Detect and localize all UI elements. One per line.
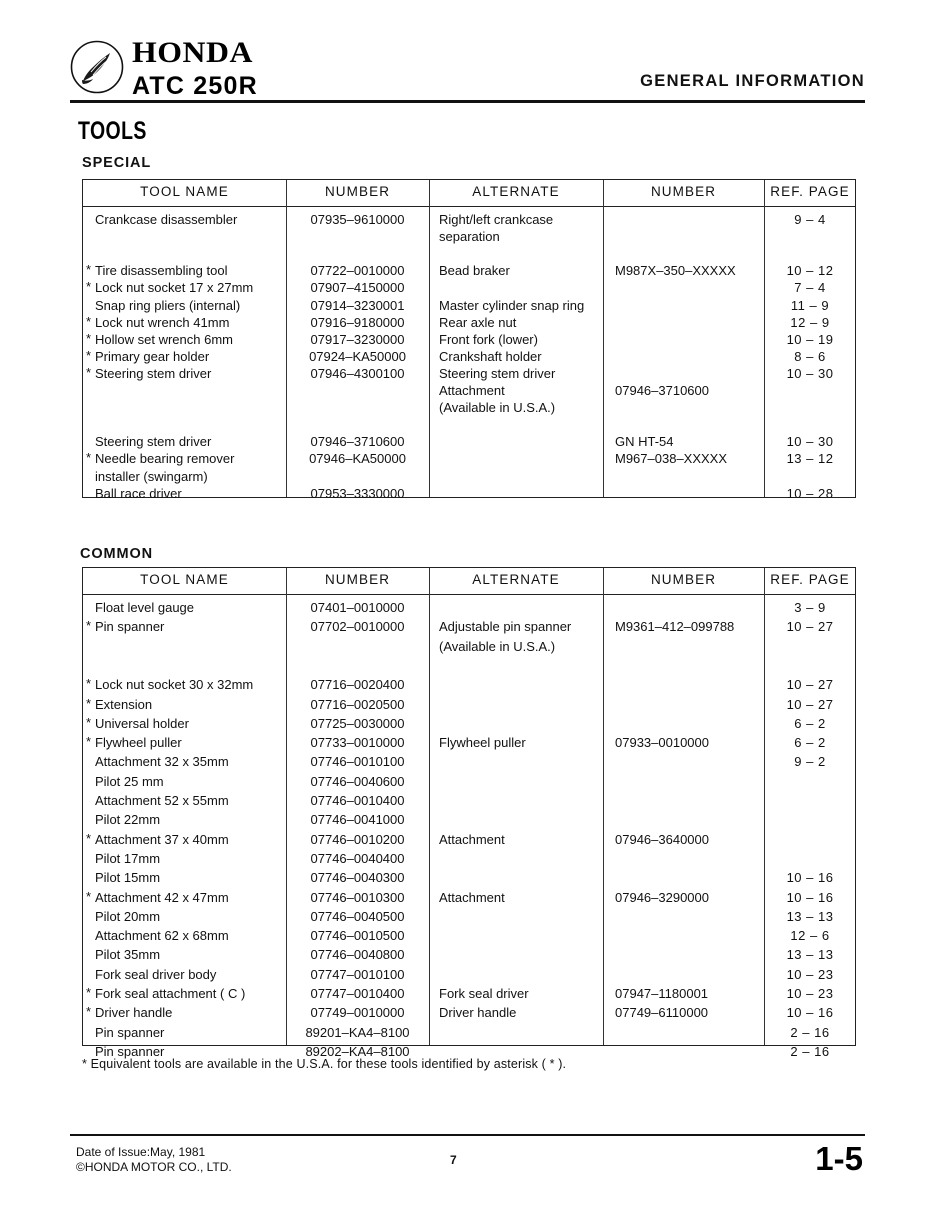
cell-alternate: Attachment <box>439 831 505 847</box>
cell-tool-name: * Extension <box>86 695 153 712</box>
table-row <box>83 1003 855 1023</box>
cell-tool-name: * Tire disassembling tool <box>86 262 228 279</box>
cell-number: 07702–0010000 <box>310 619 405 635</box>
cell-ref-page: 10 – 27 <box>786 677 834 693</box>
cell-alternate: Master cylinder snap ring <box>439 297 585 313</box>
cell-number: 07747–0010400 <box>310 986 405 1001</box>
cell-alt-number: 07749–6110000 <box>615 1005 709 1021</box>
cell-ref-page: 10 – 30 <box>786 365 834 381</box>
cell-alternate: Bead braker <box>439 263 510 279</box>
cell-ref-page: 2 – 16 <box>790 1024 830 1040</box>
cell-alt-number: 07946–3640000 <box>615 831 709 847</box>
cell-number: 07725–0030000 <box>310 715 405 731</box>
asterisk-marker: * <box>86 618 92 634</box>
cell-ref-page: 10 – 16 <box>786 1005 834 1021</box>
cell-tool-name: Pilot 17mm <box>95 850 161 866</box>
cell-tool-name: Attachment 32 x 35mm <box>95 754 229 770</box>
cell-alternate: Steering stem driver <box>439 365 556 381</box>
asterisk-marker: * <box>86 1004 92 1020</box>
cell-alternate: (Available in U.S.A.) <box>439 638 556 654</box>
cell-number: 07746–0010100 <box>310 754 405 770</box>
column-header-alt-number: NUMBER <box>650 572 717 587</box>
common-table-body <box>83 595 855 1059</box>
cell-alternate: Driver handle <box>439 1005 517 1021</box>
cell-tool-name: Pin spanner <box>95 1043 165 1059</box>
asterisk-marker: * <box>86 676 92 692</box>
cell-alt-number: 07933–0010000 <box>615 735 709 751</box>
table-row <box>83 675 855 695</box>
cell-tool-name: Pilot 20mm <box>95 908 161 924</box>
cell-tool-name: Pilot 22mm <box>95 812 161 828</box>
table-row <box>83 926 855 946</box>
cell-number: 07746–0041000 <box>310 812 405 828</box>
cell-ref-page: 10 – 30 <box>786 434 834 450</box>
asterisk-footnote: * Equivalent tools are available in the U.S.A. for these tools identified by asterisk ( * ). <box>82 1057 567 1071</box>
cell-tool-name: Snap ring pliers (internal) <box>95 297 241 313</box>
asterisk-marker: * <box>86 364 92 380</box>
column-header-alt-number: NUMBER <box>650 184 717 199</box>
cell-tool-name: Crankcase disassembler <box>95 212 238 227</box>
table-row <box>83 772 855 792</box>
cell-tool-name: Steering stem driver <box>95 434 212 450</box>
cell-tool-name: * Attachment 37 x 40mm <box>86 830 229 847</box>
table-row <box>83 695 855 715</box>
cell-tool-name: Pilot 35mm <box>95 947 161 963</box>
cell-tool-name: Fork seal driver body <box>95 966 217 982</box>
cell-ref-page: 10 – 12 <box>786 263 834 279</box>
column-header-ref-page: REF. PAGE <box>770 572 850 587</box>
column-header-alternate: ALTERNATE <box>472 572 560 587</box>
footer-issue-block <box>76 1145 232 1175</box>
cell-number: 07401–0010000 <box>310 600 405 615</box>
cell-alternate: Rear axle nut <box>439 314 517 330</box>
cell-number: 07946–KA50000 <box>309 451 406 467</box>
cell-ref-page: 7 – 4 <box>794 280 826 296</box>
honda-wing-icon <box>70 40 124 94</box>
special-table-body <box>83 207 855 501</box>
cell-number: 07946–3710600 <box>310 434 405 450</box>
cell-alternate: Attachment <box>439 383 505 398</box>
asterisk-marker: * <box>86 313 92 329</box>
cell-number: 07746–0010400 <box>310 793 405 808</box>
cell-alternate: (Available in U.S.A.) <box>439 400 556 416</box>
asterisk-marker: * <box>86 734 92 750</box>
cell-alternate: Fork seal driver <box>439 986 529 1001</box>
cell-ref-page: 11 – 9 <box>790 297 830 313</box>
common-tools-table <box>82 567 856 1059</box>
cell-alternate: separation <box>439 229 500 245</box>
table-row <box>83 733 855 753</box>
cell-alt-number: M987X–350–XXXXX <box>615 263 736 279</box>
cell-ref-page: 9 – 4 <box>794 212 826 227</box>
cell-number: 07924–KA50000 <box>309 348 406 364</box>
cell-tool-name: Attachment 52 x 55mm <box>95 793 229 808</box>
asterisk-marker: * <box>86 347 92 363</box>
cell-tool-name: Pilot 15mm <box>95 870 161 886</box>
cell-ref-page: 10 – 28 <box>786 485 834 501</box>
asterisk-marker: * <box>86 695 92 711</box>
cell-alternate: Attachment <box>439 889 505 905</box>
cell-number: 07722–0010000 <box>310 263 405 279</box>
column-header-tool-name: TOOL NAME <box>140 572 229 587</box>
column-header-number: NUMBER <box>324 184 391 199</box>
cell-ref-page: 13 – 12 <box>786 451 834 467</box>
cell-tool-name: installer (swingarm) <box>95 468 208 484</box>
cell-alt-number: M967–038–XXXXX <box>615 451 728 467</box>
table-row <box>83 907 855 927</box>
asterisk-marker: * <box>86 830 92 846</box>
table-row <box>83 656 855 676</box>
asterisk-marker: * <box>86 714 92 730</box>
cell-ref-page: 13 – 13 <box>786 908 834 924</box>
cell-tool-name: * Lock nut wrench 41mm <box>86 313 230 330</box>
cell-number: 07716–0020500 <box>310 696 405 712</box>
cell-tool-name: * Attachment 42 x 47mm <box>86 888 229 905</box>
table-row <box>83 714 855 734</box>
table-row <box>83 810 855 830</box>
cell-ref-page: 10 – 19 <box>786 331 834 347</box>
cell-alt-number: 07946–3290000 <box>615 889 709 905</box>
subtitle-special: SPECIAL <box>82 155 152 171</box>
asterisk-marker: * <box>86 262 92 278</box>
copyright-line: ©HONDA MOTOR CO., LTD. <box>76 1160 232 1174</box>
cell-alt-number: GN HT-54 <box>615 434 674 450</box>
cell-number: 07746–0040800 <box>310 947 405 963</box>
asterisk-marker: * <box>86 888 92 904</box>
table-row <box>83 984 855 1004</box>
cell-number: 07746–0010500 <box>310 928 405 944</box>
column-header-ref-page: REF. PAGE <box>770 184 850 199</box>
table-row <box>83 830 855 850</box>
cell-ref-page: 8 – 6 <box>794 348 826 364</box>
table-row <box>83 945 855 965</box>
cell-number: 07746–0010200 <box>310 831 405 847</box>
table-row <box>83 1023 855 1043</box>
cell-tool-name: * Flywheel puller <box>86 734 182 751</box>
cell-ref-page: 10 – 16 <box>786 870 834 886</box>
cell-number: 07733–0010000 <box>310 735 405 751</box>
cell-tool-name: * Hollow set wrench 6mm <box>86 330 233 347</box>
table-row <box>83 888 855 908</box>
footer-page-number: 7 <box>450 1153 457 1167</box>
cell-ref-page: 9 – 2 <box>794 754 826 770</box>
cell-ref-page: 6 – 2 <box>794 715 826 731</box>
asterisk-marker: * <box>86 279 92 295</box>
cell-alternate: Flywheel puller <box>439 735 526 751</box>
cell-number: 07914–3230001 <box>310 297 405 313</box>
cell-number: 07935–9610000 <box>310 212 405 227</box>
page-title: TOOLS <box>78 117 147 145</box>
asterisk-marker: * <box>86 330 92 346</box>
special-tools-table <box>82 179 856 501</box>
cell-tool-name: * Lock nut socket 17 x 27mm <box>86 279 254 296</box>
table-row <box>83 849 855 869</box>
cell-tool-name: * Needle bearing remover <box>86 450 235 467</box>
cell-alt-number: 07947–1180001 <box>615 986 709 1001</box>
brand-name: HONDA <box>132 36 254 69</box>
column-header-number: NUMBER <box>324 572 391 587</box>
cell-number: 07746–0040300 <box>310 870 405 886</box>
cell-alternate: Crankshaft holder <box>439 348 542 364</box>
table-row <box>83 617 855 637</box>
table-row <box>83 791 855 811</box>
cell-number: 07916–9180000 <box>310 314 405 330</box>
cell-alternate: Adjustable pin spanner <box>439 619 572 635</box>
cell-number: 07746–0040500 <box>310 908 405 924</box>
cell-number: 89202–KA4–8100 <box>305 1043 410 1059</box>
cell-tool-name: * Universal holder <box>86 714 189 731</box>
cell-number: 07746–0010300 <box>310 889 405 905</box>
cell-alt-number: M9361–412–099788 <box>615 619 735 635</box>
cell-tool-name: Pin spanner <box>95 1024 165 1040</box>
cell-alternate: Front fork (lower) <box>439 331 538 347</box>
table-row <box>83 752 855 772</box>
asterisk-marker: * <box>86 450 92 466</box>
date-of-issue: Date of Issue:May, 1981 <box>76 1145 206 1159</box>
footer-folio: 1-5 <box>815 1140 863 1177</box>
cell-tool-name: Ball race driver <box>95 485 182 501</box>
cell-number: 07953–3330000 <box>310 485 405 501</box>
cell-number: 07746–0040400 <box>310 850 405 866</box>
cell-number: 07946–4300100 <box>310 365 405 381</box>
header-divider <box>70 100 865 103</box>
cell-number: 07907–4150000 <box>310 280 405 296</box>
cell-number: 07917–3230000 <box>310 331 405 347</box>
cell-tool-name: * Lock nut socket 30 x 32mm <box>86 676 254 693</box>
asterisk-marker: * <box>86 985 92 1000</box>
cell-tool-name: * Driver handle <box>86 1004 173 1021</box>
cell-alt-number: 07946–3710600 <box>615 383 709 398</box>
cell-number: 07716–0020400 <box>310 677 405 693</box>
cell-tool-name: * Fork seal attachment ( C ) <box>86 985 246 1001</box>
cell-ref-page: 10 – 23 <box>786 986 834 1001</box>
cell-ref-page: 6 – 2 <box>794 735 826 751</box>
cell-number: 89201–KA4–8100 <box>305 1024 410 1040</box>
cell-tool-name: * Primary gear holder <box>86 347 210 364</box>
cell-ref-page: 2 – 16 <box>790 1043 830 1059</box>
brand-block <box>132 38 258 101</box>
table-row <box>83 598 855 618</box>
column-header-alternate: ALTERNATE <box>472 184 560 199</box>
table-row <box>83 868 855 888</box>
cell-number: 07747–0010100 <box>310 966 405 982</box>
cell-tool-name: * Steering stem driver <box>86 364 212 381</box>
section-title: GENERAL INFORMATION <box>640 72 865 90</box>
table-row <box>83 965 855 985</box>
column-header-tool-name: TOOL NAME <box>140 184 229 199</box>
cell-number: 07746–0040600 <box>310 773 405 789</box>
cell-alternate: Right/left crankcase <box>439 212 554 227</box>
cell-ref-page: 13 – 13 <box>786 947 834 963</box>
cell-tool-name: Attachment 62 x 68mm <box>95 928 229 944</box>
subtitle-common: COMMON <box>80 546 154 562</box>
cell-ref-page: 10 – 27 <box>786 696 834 712</box>
model-name: ATC 250R <box>132 72 258 100</box>
cell-ref-page: 10 – 16 <box>786 889 834 905</box>
cell-ref-page: 3 – 9 <box>794 600 826 615</box>
cell-number: 07749–0010000 <box>310 1005 405 1021</box>
footer-divider <box>70 1134 865 1136</box>
table-row <box>83 484 855 504</box>
cell-ref-page: 12 – 9 <box>790 314 830 330</box>
cell-tool-name: * Pin spanner <box>86 618 165 635</box>
cell-tool-name: Pilot 25 mm <box>95 773 164 789</box>
cell-tool-name: Float level gauge <box>95 600 195 615</box>
cell-ref-page: 10 – 27 <box>786 619 834 635</box>
cell-ref-page: 12 – 6 <box>790 928 830 944</box>
table-row <box>83 637 855 657</box>
cell-ref-page: 10 – 23 <box>786 966 834 982</box>
